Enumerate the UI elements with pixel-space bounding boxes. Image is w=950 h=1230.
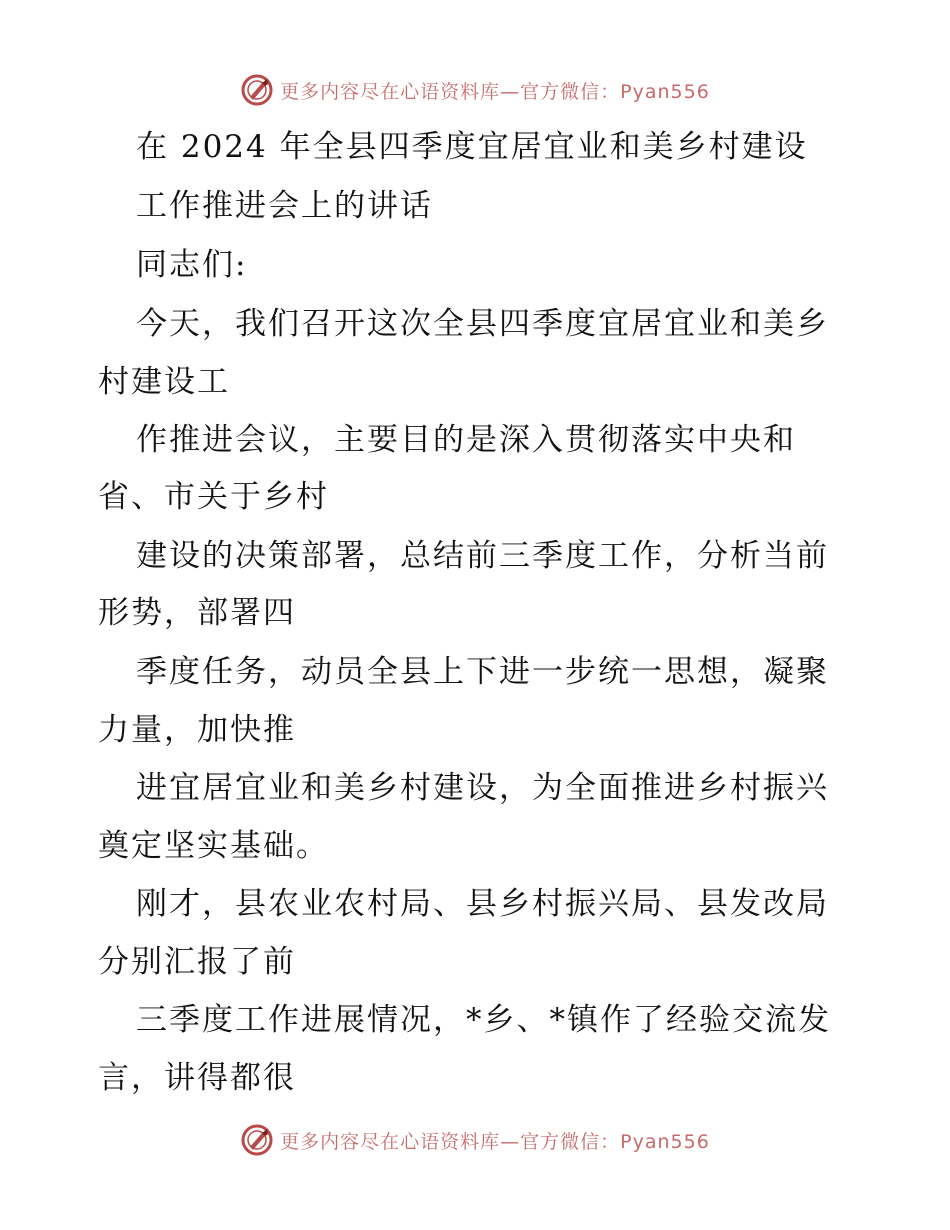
footer-watermark bbox=[0, 1120, 950, 1160]
paragraph-line: 今天，我们召开这次全县四季度宜居宜业和美乡 bbox=[136, 306, 829, 342]
paragraph-line: 力量，加快推 bbox=[98, 712, 296, 748]
paragraph-line: 季度任务，动员全县上下进一步统一思想，凝聚 bbox=[136, 654, 829, 690]
paragraph-line: 言，讲得都很 bbox=[98, 1060, 296, 1096]
title-line-1: 在 2024 年全县四季度宜居宜业和美乡村建设 bbox=[136, 129, 808, 165]
paragraph-line: 分别汇报了前 bbox=[98, 944, 296, 980]
paragraph-line: 进宜居宜业和美乡村建设，为全面推进乡村振兴 bbox=[136, 770, 829, 806]
watermark-text: 更多内容尽在心语资料库—官方微信：Pyan556 bbox=[280, 80, 710, 103]
paragraph-line: 作推进会议，主要目的是深入贯彻落实中央和 bbox=[136, 422, 796, 458]
header-watermark bbox=[0, 70, 950, 110]
paragraph-line: 村建设工 bbox=[98, 364, 230, 400]
title-line-2: 工作推进会上的讲话 bbox=[136, 188, 433, 224]
paragraph-line: 省、市关于乡村 bbox=[98, 479, 329, 515]
paragraph-line: 形势，部署四 bbox=[98, 595, 296, 631]
pen-nib-circle-icon bbox=[240, 73, 274, 107]
paragraph-line: 刚才，县农业农村局、县乡村振兴局、县发改局 bbox=[136, 886, 829, 922]
watermark-text: 更多内容尽在心语资料库—官方微信：Pyan556 bbox=[280, 1130, 710, 1153]
paragraph-line: 奠定坚实基础。 bbox=[98, 828, 329, 864]
paragraph-line: 建设的决策部署，总结前三季度工作，分析当前 bbox=[136, 538, 829, 574]
paragraph-line: 三季度工作进展情况，*乡、*镇作了经验交流发 bbox=[136, 1002, 831, 1038]
salutation: 同志们: bbox=[136, 247, 248, 283]
pen-nib-circle-icon bbox=[240, 1123, 274, 1157]
